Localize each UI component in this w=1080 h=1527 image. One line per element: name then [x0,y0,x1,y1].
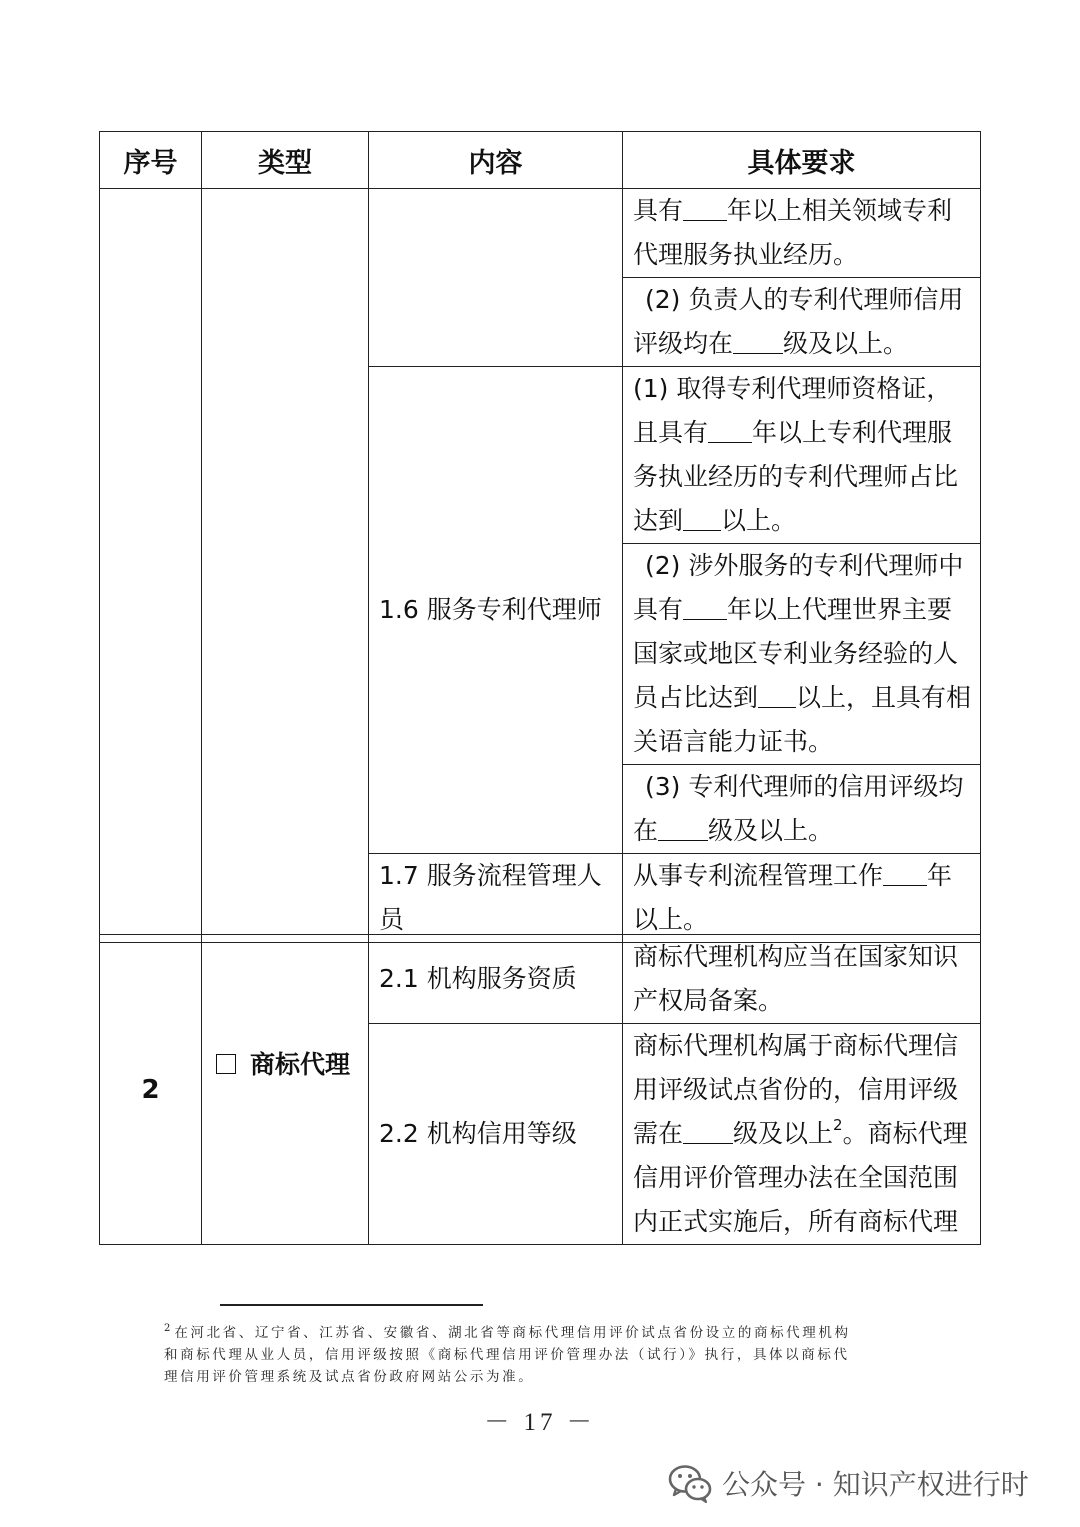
requirement-cell [623,544,981,765]
page-number: － 17 － [484,1409,596,1436]
table-header-row [100,132,981,189]
footnote-line: 理信用评价管理系统及试点省份政府网站公示为准。 [164,1369,535,1385]
type-cell-trademark [202,935,369,1245]
requirement-cell [623,1024,981,1245]
text-line: 务执业经历的专利代理师占比 [633,462,959,491]
footnote-line: $^2$ 在河北省、辽宁省、江苏省、安徽省、湖北省等商标代理信用评价试点省份设立的商标代理机构 [164,1323,851,1341]
header-requirement: 具体要求 [623,132,981,189]
section-number: 2 [100,935,202,1245]
table-row [100,189,981,278]
text-line: 从事专利流程管理工作 年 [633,854,974,898]
text-line: 商标代理机构应当在国家知识 [633,942,959,971]
text-line: 内正式实施后，所有商标代理 [633,1207,959,1236]
header-type: 类型 [202,132,369,189]
requirement-cell [623,189,981,278]
requirement-cell [623,367,981,544]
requirement-cell [623,765,981,854]
footnote-mark: 2 [164,1323,171,1334]
checkbox-icon[interactable] [216,1054,236,1074]
text-line: 产权局备案。 [633,986,784,1015]
type-cell-continued [202,189,369,943]
text-line: (2) 负责人的专利代理师信用 [645,285,964,314]
content-cell-2-1 [369,935,623,1024]
text-line: (3) 专利代理师的信用评级均 [645,772,964,801]
footnote-ref: 2 [833,1116,843,1134]
requirements-table-section-2 [99,934,981,1245]
num-cell-continued [100,189,202,943]
content-cell-1-7 [369,854,623,943]
requirement-cell [623,935,981,1024]
text-line: 在 级及以上。 [633,809,974,853]
content-cell-2-2 [369,1024,623,1245]
footnote [164,1322,924,1388]
wechat-icon [668,1463,712,1503]
footnote-line: 和商标代理从业人员，信用评级按照《商标代理信用评价管理办法（试行）》执行，具体以商标代 [164,1347,850,1363]
text-line: 信用评价管理办法在全国范围 [633,1163,959,1192]
text-line: 商标代理机构属于商标代理信 [633,1031,959,1060]
content-label: 2.1 机构服务资质 [379,964,577,993]
watermark-text: 公众号 · 知识产权进行时 [722,1468,1029,1501]
text-line: (1) 取得专利代理师资格证， [633,374,952,403]
watermark [668,1458,1029,1508]
content-label: 1.7 服务流程管理人 [379,861,602,890]
content-label: 2.2 机构信用等级 [379,1119,577,1148]
text-line: 用评级试点省份的，信用评级 [633,1075,959,1104]
header-content: 内容 [369,132,623,189]
text-line: 且具有 年以上专利代理服 [633,411,974,455]
text-line: 关语言能力证书。 [633,727,834,756]
text-line: 达到 以上。 [633,499,974,543]
requirements-table [99,131,981,943]
text-line: 具有 年以上相关领域专利 [633,189,974,233]
text-line: 需在 级及以上$^2$。商标代理 [633,1112,974,1156]
content-cell-continued [369,189,623,367]
header-num: 序号 [100,132,202,189]
text-line: 具有 年以上代理世界主要 [633,588,974,632]
table-row [100,935,981,1024]
text-line: 以上。 [633,905,709,934]
content-label: 1.6 服务专利代理师 [379,595,602,624]
content-cell-1-6 [369,367,623,854]
text-line: 评级均在 级及以上。 [633,322,974,366]
requirement-cell [623,854,981,943]
type-label: 商标代理 [250,1050,351,1079]
footnote-divider [220,1304,483,1306]
content-label: 员 [379,905,405,934]
text-line: 代理服务执业经历。 [633,240,859,269]
text-line: 员占比达到 以上，且具有相 [633,676,974,720]
text-line: (2) 涉外服务的专利代理师中 [645,551,964,580]
text-line: 国家或地区专利业务经验的人 [633,639,959,668]
requirement-cell [623,278,981,367]
